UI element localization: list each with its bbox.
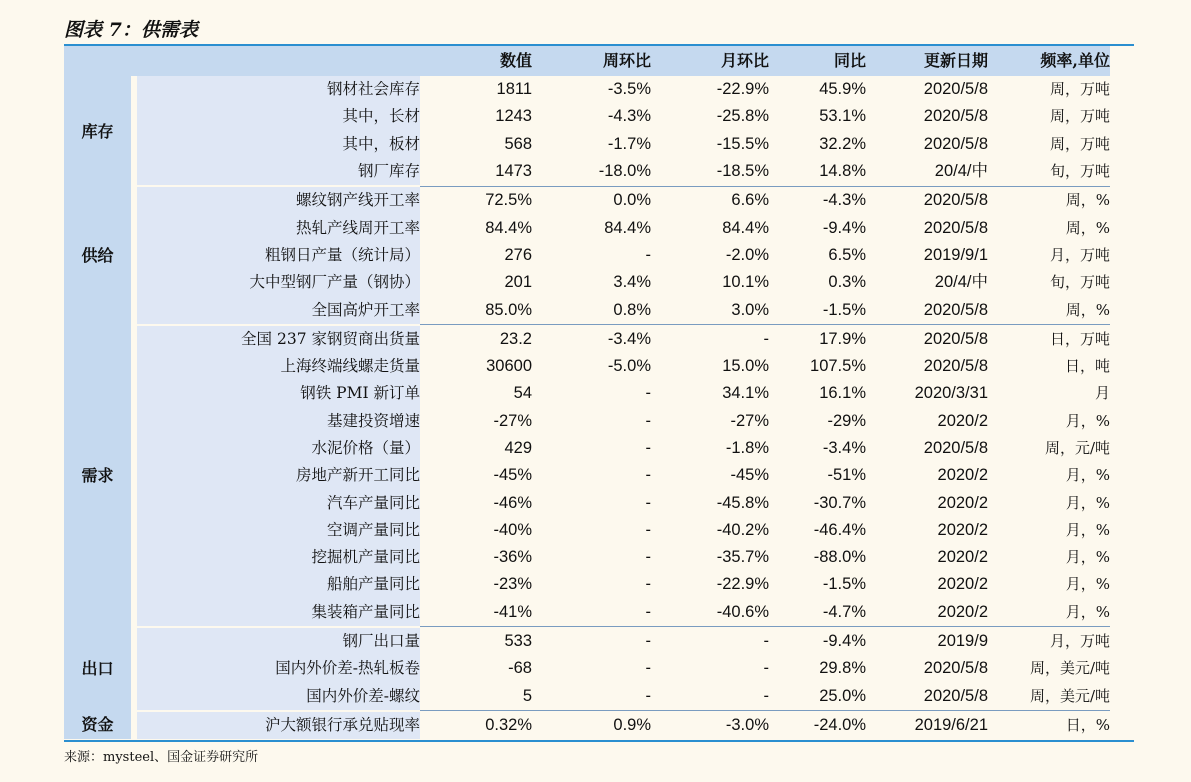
indicator-name: 粗钢日产量（统计局） [134, 242, 420, 269]
unit-cell: 月，万吨 [1049, 245, 1110, 264]
unit-cell: 旬，万吨 [988, 158, 1110, 186]
value-cell: 0.32% [420, 711, 532, 740]
mom-cell: - [651, 683, 769, 711]
table-row [64, 544, 1110, 571]
mom-cell: -45% [730, 466, 769, 485]
wow-cell: - [645, 493, 651, 512]
table-row [64, 214, 1110, 241]
date-cell: 2020/5/8 [923, 107, 988, 126]
indicator-name: 基建投资增速 [134, 408, 420, 435]
value-cell: -46% [493, 493, 532, 512]
mom-cell: 15.0% [722, 357, 769, 376]
date-cell: 2020/3/31 [914, 384, 988, 403]
yoy-cell: 29.8% [819, 659, 866, 678]
yoy-cell: -29% [827, 411, 866, 430]
header-category [64, 46, 134, 76]
value-cell: 84.4% [485, 218, 532, 237]
table-row [64, 655, 1110, 682]
value-cell: 276 [504, 245, 532, 264]
indicator-name: 热轧产线周开工率 [134, 214, 420, 241]
date-cell: 2019/6/21 [866, 711, 988, 740]
indicator-name: 水泥价格（量） [134, 435, 420, 462]
unit-cell: 月，万吨 [1049, 631, 1110, 650]
unit-cell: 月，% [1065, 548, 1110, 567]
yoy-cell: -3.4% [822, 439, 866, 457]
header-frequency-unit: 频率,单位 [988, 46, 1110, 76]
wow-cell: -3.4% [607, 329, 651, 348]
indicator-name: 其中，长材 [134, 103, 420, 130]
header-update-date: 更新日期 [866, 46, 988, 76]
value-cell: 1473 [420, 158, 532, 186]
table-row [64, 627, 1110, 655]
mom-cell: - [763, 631, 769, 650]
value-cell: 85.0% [420, 296, 532, 324]
date-cell: 2020/5/8 [923, 357, 988, 376]
table-row [64, 435, 1110, 462]
wow-cell: - [645, 575, 651, 594]
value-cell: 30600 [486, 357, 532, 376]
indicator-name: 船舶产量同比 [134, 571, 420, 598]
unit-cell: 周，% [1065, 218, 1110, 237]
unit-cell: 月，% [1065, 466, 1110, 485]
value-cell: -23% [493, 575, 532, 594]
mom-cell: -3.0% [651, 711, 769, 740]
wow-cell: - [645, 384, 651, 403]
yoy-cell: -9.4% [822, 218, 866, 237]
indicator-name: 集装箱产量同比 [134, 599, 420, 627]
indicator-name: 全国 237 家钢贸商出货量 [134, 325, 420, 353]
unit-cell: 周，万吨 [1049, 134, 1110, 153]
header-yoy: 同比 [769, 46, 866, 76]
header-value: 数值 [420, 46, 532, 76]
date-cell: 2020/5/8 [923, 439, 988, 457]
value-cell: 1811 [496, 80, 532, 99]
wow-cell: - [645, 659, 651, 678]
table-row [64, 103, 1110, 130]
date-cell: 2020/2 [937, 493, 988, 512]
yoy-cell: 107.5% [810, 357, 866, 376]
indicator-name: 钢铁 PMI 新订单 [134, 380, 420, 407]
category-label: 资金 [64, 711, 134, 740]
date-cell: 2020/2 [937, 548, 988, 567]
table-row [64, 296, 1110, 324]
indicator-name: 螺纹钢产线开工率 [134, 186, 420, 214]
value-cell: -27% [493, 411, 532, 430]
mom-cell: -25.8% [716, 107, 769, 126]
unit-cell: 周，% [988, 296, 1110, 324]
mom-cell: 10.1% [722, 273, 769, 292]
mom-cell: -22.9% [716, 80, 769, 99]
unit-cell: 周，万吨 [1049, 80, 1110, 99]
indicator-name: 全国高炉开工率 [134, 296, 420, 324]
table-row [64, 131, 1110, 158]
date-cell: 2020/2 [937, 575, 988, 594]
date-cell: 2020/2 [937, 520, 988, 539]
indicator-name: 钢厂库存 [134, 158, 420, 186]
unit-cell: 旬，万吨 [1049, 273, 1110, 292]
yoy-cell: -51% [827, 466, 866, 485]
value-cell: -41% [420, 599, 532, 627]
date-cell: 2020/5/8 [866, 683, 988, 711]
wow-cell: 84.4% [604, 218, 651, 237]
table-row [64, 353, 1110, 380]
date-cell: 20/4/中 [934, 273, 988, 292]
header-indicator [134, 46, 420, 76]
wow-cell: - [532, 683, 651, 711]
wow-cell: - [645, 245, 651, 264]
date-cell: 2019/9/1 [923, 245, 988, 264]
table-row [64, 408, 1110, 435]
unit-cell: 周，美元/吨 [1029, 659, 1110, 678]
yoy-cell: 45.9% [819, 80, 866, 99]
yoy-cell: -30.7% [813, 493, 866, 512]
indicator-name: 汽车产量同比 [134, 489, 420, 516]
table-row [64, 462, 1110, 489]
table-row [64, 242, 1110, 269]
mom-cell: 6.6% [731, 191, 769, 210]
yoy-cell: 25.0% [769, 683, 866, 711]
date-cell: 2020/5/8 [866, 296, 988, 324]
header-row [64, 46, 1110, 76]
wow-cell: - [645, 548, 651, 567]
wow-cell: 0.0% [613, 191, 651, 210]
category-label: 供给 [64, 186, 134, 324]
value-cell: 72.5% [485, 191, 532, 210]
wow-cell: -3.5% [607, 80, 651, 99]
wow-cell: 0.8% [532, 296, 651, 324]
wow-cell: - [532, 599, 651, 627]
table-row [64, 76, 1110, 103]
mom-cell: -27% [730, 411, 769, 430]
yoy-cell: -88.0% [813, 548, 866, 567]
wow-cell: - [645, 631, 651, 650]
indicator-name: 国内外价差-螺纹 [134, 683, 420, 711]
unit-cell: 月，% [1065, 575, 1110, 594]
unit-cell: 周，% [1065, 191, 1110, 210]
wow-cell: -4.3% [607, 107, 651, 126]
category-label: 库存 [64, 76, 134, 186]
table-row [64, 599, 1110, 627]
yoy-cell: -4.3% [822, 191, 866, 210]
yoy-cell: -46.4% [813, 520, 866, 539]
wow-cell: 0.9% [532, 711, 651, 740]
mom-cell: - [763, 659, 769, 678]
wow-cell: 3.4% [613, 273, 651, 292]
yoy-cell: -24.0% [769, 711, 866, 740]
value-cell: 23.2 [499, 329, 532, 348]
wow-cell: - [645, 520, 651, 539]
value-cell: 1243 [495, 107, 532, 126]
supply-demand-table [64, 46, 1110, 741]
unit-cell: 月，% [1065, 520, 1110, 539]
indicator-name: 钢材社会库存 [134, 76, 420, 103]
yoy-cell: 17.9% [819, 329, 866, 348]
unit-cell: 周，万吨 [1049, 107, 1110, 126]
mom-cell: -18.5% [651, 158, 769, 186]
mom-cell: 3.0% [651, 296, 769, 324]
mom-cell: -15.5% [716, 134, 769, 153]
value-cell: 5 [420, 683, 532, 711]
value-cell: -45% [493, 466, 532, 485]
date-cell: 2020/5/8 [923, 659, 988, 678]
header-wow: 周环比 [532, 46, 651, 76]
indicator-name: 钢厂出口量 [134, 627, 420, 655]
wow-cell: -1.7% [607, 134, 651, 153]
table-row [64, 489, 1110, 516]
mom-cell: - [763, 329, 769, 348]
mom-cell: -1.8% [725, 439, 769, 457]
mom-cell: -35.7% [716, 548, 769, 567]
indicator-name: 国内外价差-热轧板卷 [134, 655, 420, 682]
mom-cell: -40.6% [651, 599, 769, 627]
date-cell: 2020/2 [866, 599, 988, 627]
yoy-cell: 16.1% [819, 384, 866, 403]
figure-title: 图表 7：供需表 [64, 19, 198, 41]
wow-cell: - [645, 411, 651, 430]
value-cell: -68 [508, 659, 532, 678]
unit-cell: 月 [1094, 384, 1110, 403]
table-row [64, 683, 1110, 711]
date-cell: 2020/5/8 [923, 80, 988, 99]
source-note: 来源：mysteel、国金证券研究所 [64, 750, 259, 765]
wow-cell: - [645, 439, 651, 457]
indicator-name: 其中，板材 [134, 131, 420, 158]
date-cell: 2020/5/8 [923, 191, 988, 210]
mom-cell: -45.8% [716, 493, 769, 512]
yoy-cell: -9.4% [822, 631, 866, 650]
value-cell: -36% [493, 548, 532, 567]
unit-cell: 月，% [988, 599, 1110, 627]
yoy-cell: 32.2% [819, 134, 866, 153]
table-row [64, 325, 1110, 353]
yoy-cell: -1.5% [769, 296, 866, 324]
unit-cell: 日，万吨 [1049, 329, 1110, 348]
unit-cell: 日，% [988, 711, 1110, 740]
header-mom: 月环比 [651, 46, 769, 76]
category-label: 出口 [64, 627, 134, 711]
unit-cell: 周，美元/吨 [988, 683, 1110, 711]
date-cell: 2019/9 [937, 631, 988, 650]
yoy-cell: -1.5% [822, 575, 866, 594]
indicator-name: 房地产新开工同比 [134, 462, 420, 489]
yoy-cell: 6.5% [828, 245, 866, 264]
table-row [64, 711, 1110, 740]
yoy-cell: -4.7% [769, 599, 866, 627]
indicator-name: 挖掘机产量同比 [134, 544, 420, 571]
unit-cell: 周，元/吨 [1044, 439, 1110, 457]
date-cell: 2020/5/8 [923, 329, 988, 348]
unit-cell: 月，% [1065, 411, 1110, 430]
value-cell: 533 [504, 631, 532, 650]
value-cell: 54 [513, 384, 532, 403]
yoy-cell: 53.1% [819, 107, 866, 126]
unit-cell: 日，吨 [1064, 357, 1110, 376]
wow-cell: -18.0% [532, 158, 651, 186]
table-row [64, 269, 1110, 296]
table-row [64, 186, 1110, 214]
mom-cell: -40.2% [716, 520, 769, 539]
mom-cell: -22.9% [716, 575, 769, 594]
indicator-name: 沪大额银行承兑贴现率 [134, 711, 420, 740]
indicator-name: 空调产量同比 [134, 517, 420, 544]
date-cell: 2020/2 [937, 411, 988, 430]
value-cell: -40% [493, 520, 532, 539]
mom-cell: -2.0% [725, 245, 769, 264]
indicator-name: 大中型钢厂产量（钢协） [134, 269, 420, 296]
date-cell: 2020/5/8 [923, 134, 988, 153]
date-cell: 2020/5/8 [923, 218, 988, 237]
mom-cell: 34.1% [722, 384, 769, 403]
table-row [64, 571, 1110, 598]
title-bar [64, 10, 1134, 46]
wow-cell: -5.0% [607, 357, 651, 376]
yoy-cell: 14.8% [769, 158, 866, 186]
mom-cell: 84.4% [722, 218, 769, 237]
value-cell: 201 [504, 273, 532, 292]
date-cell: 20/4/中 [866, 158, 988, 186]
value-cell: 429 [504, 439, 532, 457]
unit-cell: 月，% [1065, 493, 1110, 512]
date-cell: 2020/2 [937, 466, 988, 485]
yoy-cell: 0.3% [828, 273, 866, 292]
indicator-name: 上海终端线螺走货量 [134, 353, 420, 380]
table-body [64, 76, 1110, 740]
table-row [64, 158, 1110, 186]
category-label: 需求 [64, 325, 134, 627]
value-cell: 568 [504, 134, 532, 153]
wow-cell: - [645, 466, 651, 485]
table-row [64, 517, 1110, 544]
table-row [64, 380, 1110, 407]
bottom-rule [64, 740, 1134, 742]
